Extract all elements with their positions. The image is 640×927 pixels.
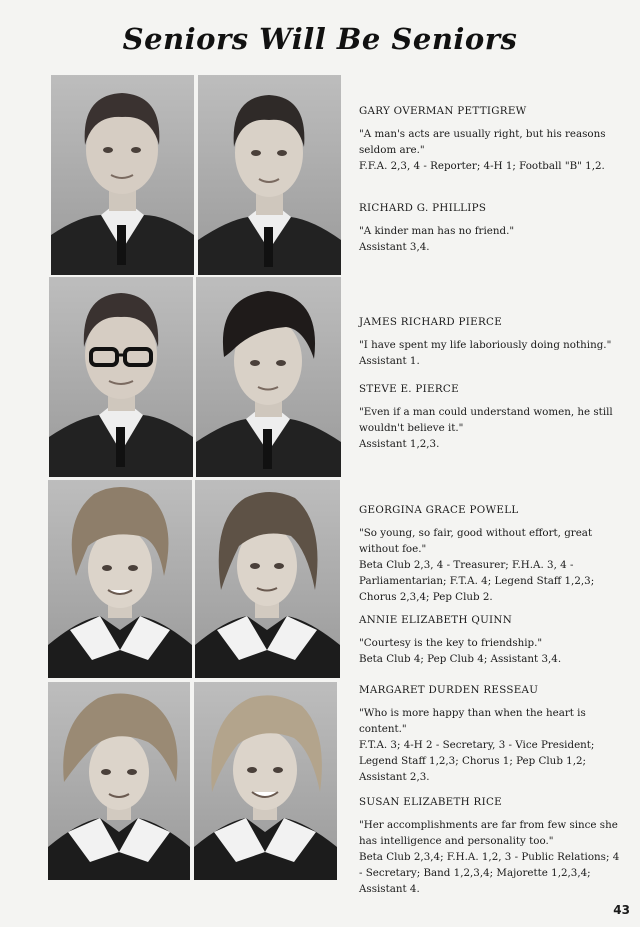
senior-quote: "Even if a man could understand women, he still wouldn't believe it." [359,406,613,434]
senior-quote: "Her accomplishments are far from few since she has intelligence and personality too." [359,819,618,847]
senior-activities: Assistant 1,2,3. [359,438,440,450]
senior-quote: "Courtesy is the key to friendship." [359,637,543,649]
senior-entry [359,682,621,785]
senior-name: RICHARD G. PHILLIPS [359,202,487,214]
page-title: Seniors Will Be Seniors [122,22,518,56]
senior-activities: Beta Club 4; Pep Club 4; Assistant 3,4. [359,653,562,665]
senior-quote: "Who is more happy than when the heart is content." [359,707,586,735]
senior-entry [359,612,621,667]
senior-name: ANNIE ELIZABETH QUINN [359,614,513,626]
senior-entry [359,502,621,605]
senior-activities: Beta Club 2,3, 4 - Treasurer; F.H.A. 3, 4 - Parliamentarian; F.T.A. 4; Legend Staff 1,2,3; Chorus 2,3,4; Pep Club 2. [359,559,595,603]
senior-activities: F.F.A. 2,3, 4 - Reporter; 4-H 1; Football "B" 1,2. [359,160,605,172]
senior-name: JAMES RICHARD PIERCE [359,316,503,328]
senior-name: MARGARET DURDEN RESSEAU [359,684,539,696]
senior-name: GEORGINA GRACE POWELL [359,504,519,516]
senior-quote: "So young, so fair, good without effort, great without foe." [359,527,593,555]
senior-activities: Beta Club 2,3,4; F.H.A. 1,2, 3 - Public Relations; 4 - Secretary; Band 1,2,3,4; Majorette 1,2,3,4; Assistant 4. [359,851,620,895]
senior-activities: Assistant 1. [359,355,420,367]
page-number: 43 [613,903,630,917]
senior-quote: "I have spent my life laboriously doing nothing." [359,339,612,351]
senior-activities: Assistant 3,4. [359,241,430,253]
senior-entry [359,103,621,174]
senior-entry [359,794,621,897]
senior-quote: "A man's acts are usually right, but his reasons seldom are." [359,128,606,156]
senior-entry [359,314,621,369]
senior-activities: F.T.A. 3; 4-H 2 - Secretary, 3 - Vice President; Legend Staff 1,2,3; Chorus 1; Pep Club 1,2; Assistant 2,3. [359,739,595,783]
senior-entry [359,381,621,452]
senior-name: STEVE E. PIERCE [359,383,459,395]
senior-name: GARY OVERMAN PETTIGREW [359,105,527,117]
senior-quote: "A kinder man has no friend." [359,225,515,237]
senior-entry [359,200,621,255]
senior-name: SUSAN ELIZABETH RICE [359,796,502,808]
